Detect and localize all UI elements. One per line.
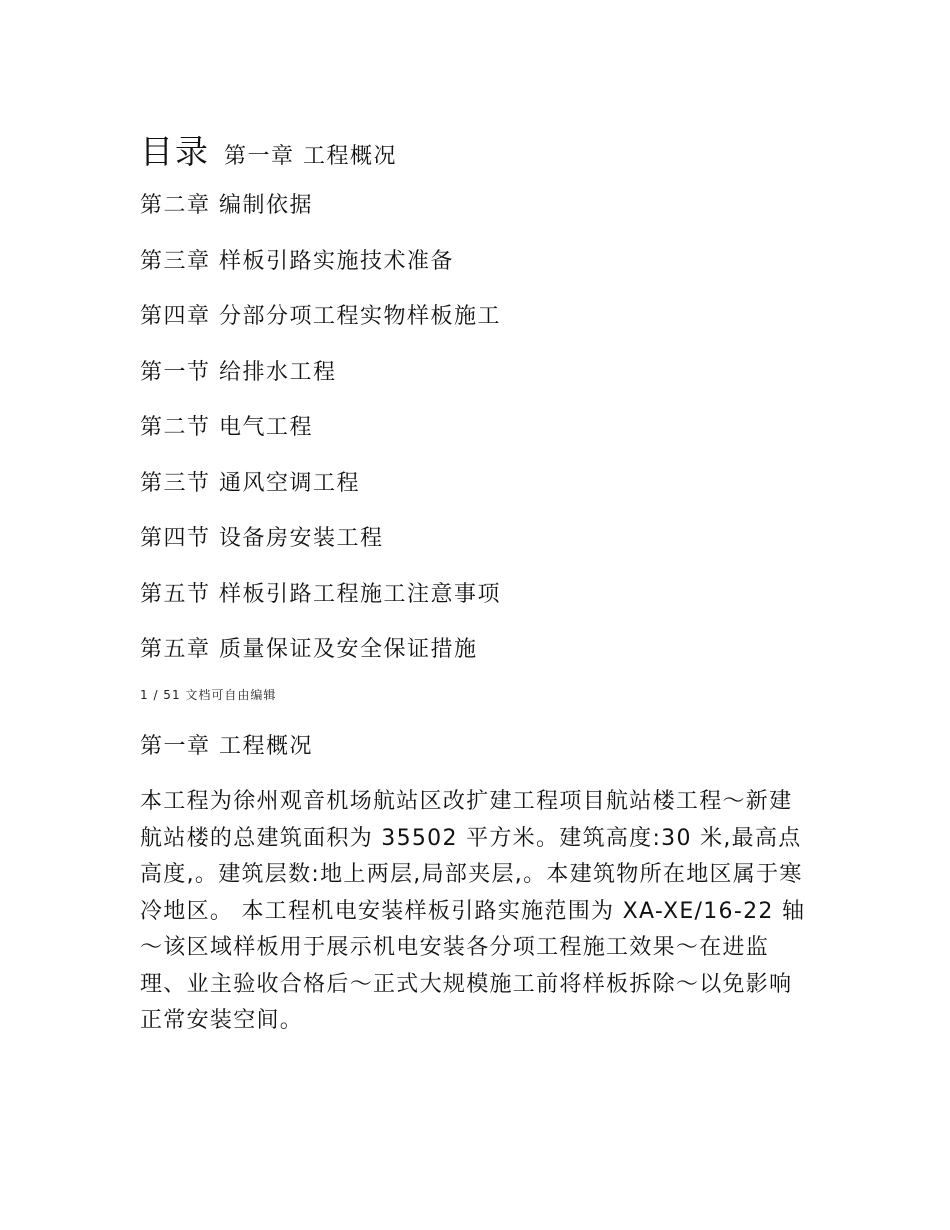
- toc-entry-7: 第三节 通风空调工程: [140, 470, 360, 496]
- chapter-heading: 第一章 工程概况: [140, 734, 313, 759]
- toc-entry-9: 第五节 样板引路工程施工注意事项: [140, 581, 501, 607]
- toc-list: [140, 190, 501, 690]
- toc-entry-1: 第一章 工程概况: [224, 144, 397, 169]
- toc-entry-2: 第二章 编制依据: [140, 193, 313, 218]
- toc-entry-8: 第四节 设备房安装工程: [140, 526, 384, 551]
- page-footer: 1 / 51 文档可自由编辑: [140, 688, 277, 702]
- toc-entry-4: 第四章 分部分项工程实物样板施工: [140, 304, 501, 329]
- toc-heading: 目录: [140, 132, 210, 171]
- toc-entry-10: 第五章 质量保证及安全保证措施: [140, 637, 478, 662]
- toc-title-line: [140, 126, 397, 173]
- toc-entry-5: 第一节 给排水工程: [140, 359, 337, 385]
- body-paragraph: 本工程为徐州观音机场航站区改扩建工程项目航站楼工程～新建航站楼的总建筑面积为 35502 平方米。建筑高度:30 米,最高点高度,。建筑层数:地上两层,局部夹层,。本建筑物所在地区属于寒冷地区。 本工程机电安装样板引路实施范围为 XA-XE/16-22 轴～该区域样板用于展示机电安装各分项工程施工效果～在进监理、业主验收合格后～正式大规模施工前将样板拆除～以免影响正常安装空间。: [140, 789, 806, 1033]
- toc-entry-3: 第三章 样板引路实施技术准备: [140, 248, 454, 274]
- toc-entry-6: 第二节 电气工程: [140, 415, 313, 440]
